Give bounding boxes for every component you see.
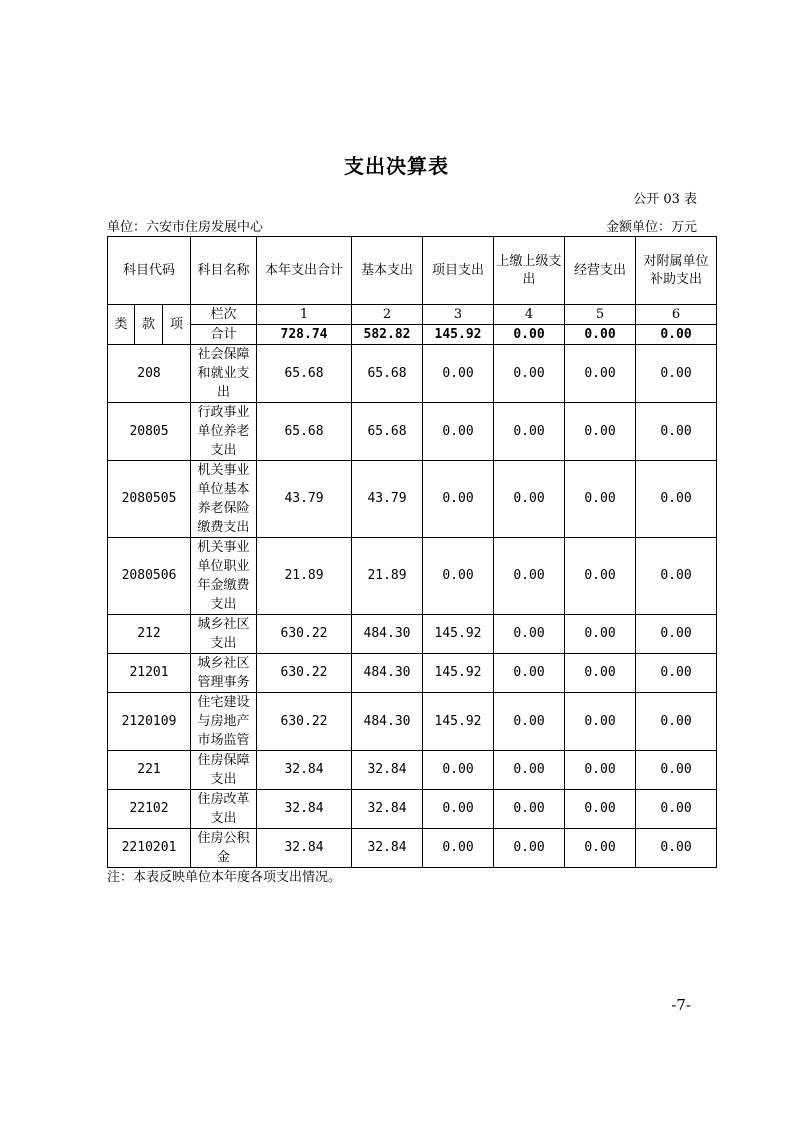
- row-code: 212: [108, 615, 191, 654]
- row-value: 0.00: [565, 829, 636, 868]
- row-value: 0.00: [565, 751, 636, 790]
- table-row: [108, 829, 717, 868]
- row-value: 484.30: [352, 693, 423, 751]
- table-row: [108, 461, 717, 538]
- row-value: 43.79: [257, 461, 352, 538]
- row-value: 630.22: [257, 615, 352, 654]
- row-code: 2120109: [108, 693, 191, 751]
- row-value: 65.68: [257, 403, 352, 461]
- row-value: 0.00: [423, 829, 494, 868]
- header-lanci: 栏次: [191, 305, 257, 325]
- row-name: 住房公积金: [191, 829, 257, 868]
- header-row: [108, 237, 717, 305]
- table-row: [108, 403, 717, 461]
- row-value: 0.00: [565, 790, 636, 829]
- col-number: 4: [494, 305, 565, 325]
- row-value: 0.00: [494, 693, 565, 751]
- col-number: 5: [565, 305, 636, 325]
- header-subsidy: 对附属单位补助支出: [636, 237, 717, 305]
- row-value: 630.22: [257, 654, 352, 693]
- row-value: 0.00: [636, 654, 717, 693]
- page-title: 支出决算表: [344, 154, 449, 178]
- row-name: 城乡社区支出: [191, 615, 257, 654]
- row-value: 32.84: [352, 751, 423, 790]
- row-value: 0.00: [565, 693, 636, 751]
- table-row: [108, 654, 717, 693]
- table-row: [108, 790, 717, 829]
- row-value: 145.92: [423, 693, 494, 751]
- row-code: 2080506: [108, 538, 191, 615]
- row-code: 208: [108, 345, 191, 403]
- header-upper: 上缴上级支出: [494, 237, 565, 305]
- row-code: 221: [108, 751, 191, 790]
- row-value: 32.84: [352, 790, 423, 829]
- row-value: 0.00: [565, 403, 636, 461]
- row-code: 20805: [108, 403, 191, 461]
- table-row: [108, 693, 717, 751]
- row-value: 0.00: [636, 615, 717, 654]
- row-value: 0.00: [636, 403, 717, 461]
- total-value: 728.74: [257, 325, 352, 345]
- row-name: 行政事业单位养老支出: [191, 403, 257, 461]
- col-number: 6: [636, 305, 717, 325]
- table-row: [108, 751, 717, 790]
- row-value: 0.00: [494, 615, 565, 654]
- unit-label: 单位：六安市住房发展中心: [107, 220, 264, 235]
- total-value: 0.00: [636, 325, 717, 345]
- row-value: 0.00: [423, 751, 494, 790]
- row-value: 0.00: [494, 345, 565, 403]
- table-row: [108, 345, 717, 403]
- row-value: 65.68: [352, 345, 423, 403]
- row-value: 0.00: [423, 345, 494, 403]
- total-label: 合计: [191, 325, 257, 345]
- row-value: 0.00: [423, 403, 494, 461]
- row-value: 0.00: [636, 829, 717, 868]
- row-value: 484.30: [352, 654, 423, 693]
- row-value: 32.84: [257, 751, 352, 790]
- row-value: 0.00: [494, 461, 565, 538]
- table-row: [108, 538, 717, 615]
- row-value: 0.00: [565, 615, 636, 654]
- row-name: 住宅建设与房地产市场监管: [191, 693, 257, 751]
- total-value: 145.92: [423, 325, 494, 345]
- total-value: 0.00: [565, 325, 636, 345]
- table-row: [108, 615, 717, 654]
- row-value: 43.79: [352, 461, 423, 538]
- row-code: 22102: [108, 790, 191, 829]
- row-value: 0.00: [636, 461, 717, 538]
- row-value: 0.00: [636, 790, 717, 829]
- row-value: 0.00: [565, 654, 636, 693]
- row-value: 0.00: [494, 751, 565, 790]
- doc-code: 公开 03 表: [633, 192, 697, 207]
- row-value: 65.68: [352, 403, 423, 461]
- row-name: 住房改革支出: [191, 790, 257, 829]
- row-value: 0.00: [565, 345, 636, 403]
- row-value: 630.22: [257, 693, 352, 751]
- row-value: 65.68: [257, 345, 352, 403]
- row-value: 32.84: [257, 790, 352, 829]
- header-code: 科目代码: [108, 237, 191, 305]
- header-operating: 经营支出: [565, 237, 636, 305]
- row-value: 0.00: [494, 829, 565, 868]
- row-value: 0.00: [636, 538, 717, 615]
- row-value: 21.89: [352, 538, 423, 615]
- row-value: 32.84: [257, 829, 352, 868]
- row-name: 机关事业单位职业年金缴费支出: [191, 538, 257, 615]
- footnote: 注：本表反映单位本年度各项支出情况。: [107, 870, 342, 885]
- row-value: 0.00: [636, 693, 717, 751]
- page-number: -7-: [671, 996, 691, 1014]
- row-code: 2210201: [108, 829, 191, 868]
- col-number: 2: [352, 305, 423, 325]
- expenditure-table: [107, 236, 717, 868]
- total-row: [108, 325, 717, 345]
- header-xiang: 项: [163, 305, 191, 345]
- row-value: 145.92: [423, 615, 494, 654]
- row-value: 0.00: [423, 461, 494, 538]
- row-value: 0.00: [494, 538, 565, 615]
- row-name: 机关事业单位基本养老保险缴费支出: [191, 461, 257, 538]
- header-kuan: 款: [135, 305, 163, 345]
- row-value: 0.00: [565, 461, 636, 538]
- row-value: 0.00: [636, 751, 717, 790]
- total-value: 0.00: [494, 325, 565, 345]
- header-basic: 基本支出: [352, 237, 423, 305]
- row-value: 0.00: [636, 345, 717, 403]
- row-value: 21.89: [257, 538, 352, 615]
- row-value: 0.00: [494, 654, 565, 693]
- header-total: 本年支出合计: [257, 237, 352, 305]
- amount-unit: 金额单位：万元: [605, 220, 697, 235]
- row-value: 145.92: [423, 654, 494, 693]
- row-value: 0.00: [494, 403, 565, 461]
- row-value: 0.00: [494, 790, 565, 829]
- header-project: 项目支出: [423, 237, 494, 305]
- row-value: 0.00: [565, 538, 636, 615]
- row-code: 2080505: [108, 461, 191, 538]
- row-value: 0.00: [423, 538, 494, 615]
- row-value: 0.00: [423, 790, 494, 829]
- total-value: 582.82: [352, 325, 423, 345]
- column-number-row: [108, 305, 717, 325]
- header-name: 科目名称: [191, 237, 257, 305]
- row-code: 21201: [108, 654, 191, 693]
- col-number: 3: [423, 305, 494, 325]
- row-name: 住房保障支出: [191, 751, 257, 790]
- row-name: 社会保障和就业支出: [191, 345, 257, 403]
- header-lei: 类: [108, 305, 135, 345]
- row-value: 484.30: [352, 615, 423, 654]
- col-number: 1: [257, 305, 352, 325]
- row-value: 32.84: [352, 829, 423, 868]
- row-name: 城乡社区管理事务: [191, 654, 257, 693]
